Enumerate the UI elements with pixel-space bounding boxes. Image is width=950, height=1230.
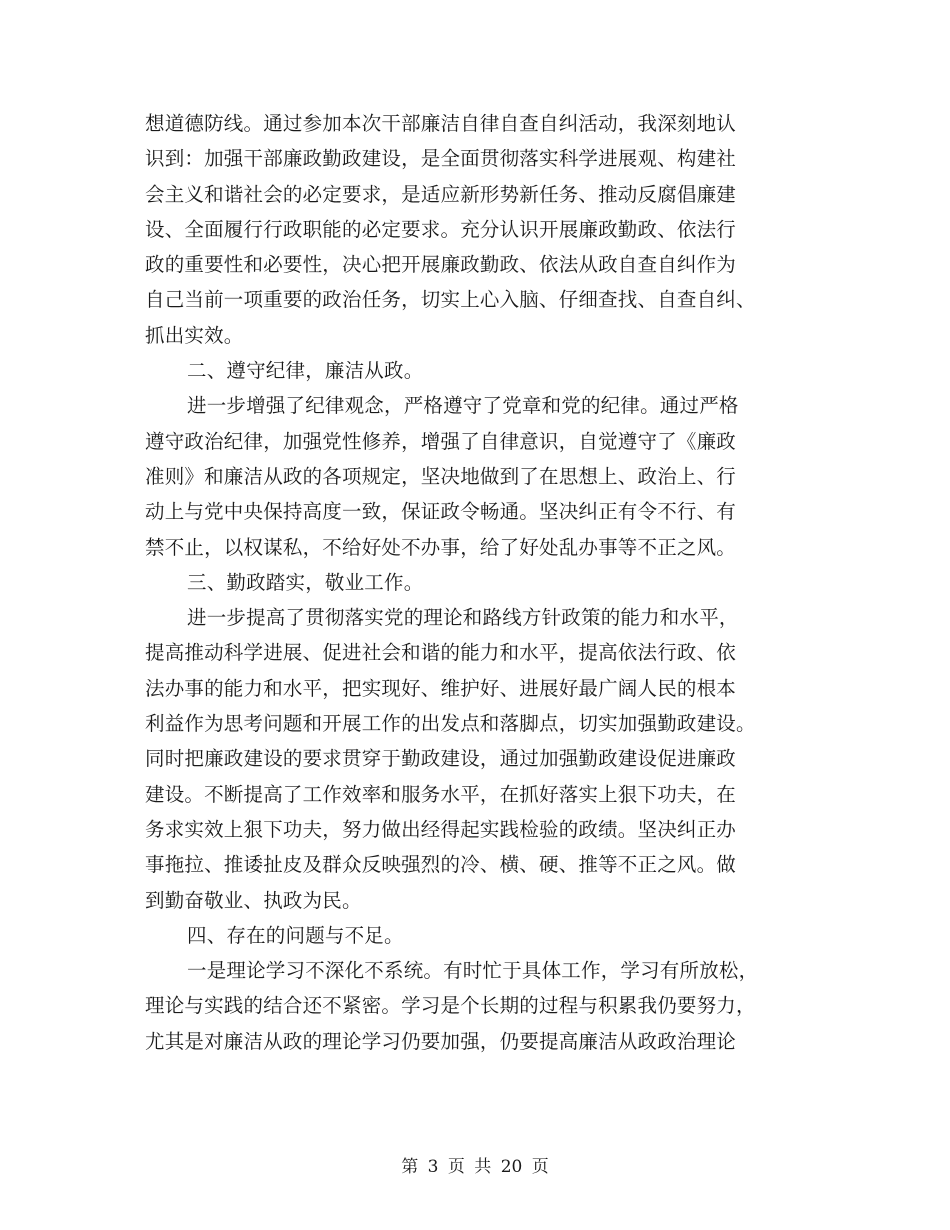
text-line: 务求实效上狠下功夫，努力做出经得起实践检验的政绩。坚决纠正办 [145,817,737,841]
text-line: 二、遵守纪律，廉洁从政。 [187,359,424,383]
text-line: 同时把廉政建设的要求贯穿于勤政建设，通过加强勤政建设促进廉政 [145,747,737,771]
text-line: 设、全面履行行政职能的必定要求。充分认识开展廉政勤政、依法行 [145,217,737,241]
text-line: 想道德防线。通过参加本次干部廉洁自律自查自纠活动，我深刻地认 [145,112,737,135]
text-line: 政的重要性和必要性，决心把开展廉政勤政、依法从政自查自纠作为 [145,253,737,277]
text-line: 动上与党中央保持高度一致，保证政令畅通。坚决纠正有令不行、有 [145,500,737,524]
text-line: 建设。不断提高了工作效率和服务水平，在抓好落实上狠下功夫，在 [145,782,737,806]
text-line: 三、勤政踏实，敬业工作。 [187,570,424,594]
text-line: 尤其是对廉洁从政的理论学习仍要加强，仍要提高廉洁从政政治理论 [145,1029,737,1053]
text-line: 遵守政治纪律，加强党性修养，增强了自律意识，自觉遵守了《廉政 [145,429,737,453]
text-line: 提高推动科学进展、促进社会和谐的能力和水平，提高依法行政、依 [145,641,737,665]
text-line: 抓出实效。 [145,323,244,347]
text-line: 禁不止，以权谋私，不给好处不办事，给了好处乱办事等不正之风。 [145,535,737,559]
text-line: 识到：加强干部廉政勤政建设，是全面贯彻落实科学进展观、构建社 [145,147,737,171]
page-footer: 第 3 页 共 20 页 [401,1157,549,1177]
text-line: 准则》和廉洁从政的各项规定，坚决地做到了在思想上、政治上、行 [145,464,737,488]
document-body [145,106,810,1059]
text-line: 进一步提高了贯彻落实党的理论和路线方针政策的能力和水平， [187,606,739,630]
text-line: 理论与实践的结合还不紧密。学习是个长期的过程与积累我仍要努力， [145,994,756,1018]
text-line: 进一步增强了纪律观念，严格遵守了党章和党的纪律。通过严格 [187,394,739,418]
text-line: 事拖拉、推诿扯皮及群众反映强烈的冷、横、硬、推等不正之风。做 [145,853,737,877]
text-line: 四、存在的问题与不足。 [187,923,404,947]
text-line: 会主义和谐社会的必定要求，是适应新形势新任务、推动反腐倡廉建 [145,182,737,206]
text-line: 法办事的能力和水平，把实现好、维护好、进展好最广阔人民的根本 [145,676,737,700]
text-line: 一是理论学习不深化不系统。有时忙于具体工作，学习有所放松， [187,959,759,983]
text-line: 自己当前一项重要的政治任务，切实上心入脑、仔细查找、自查自纠、 [145,288,756,312]
text-line: 到勤奋敬业、执政为民。 [145,888,362,912]
text-line: 利益作为思考问题和开展工作的出发点和落脚点，切实加强勤政建设。 [145,712,756,736]
